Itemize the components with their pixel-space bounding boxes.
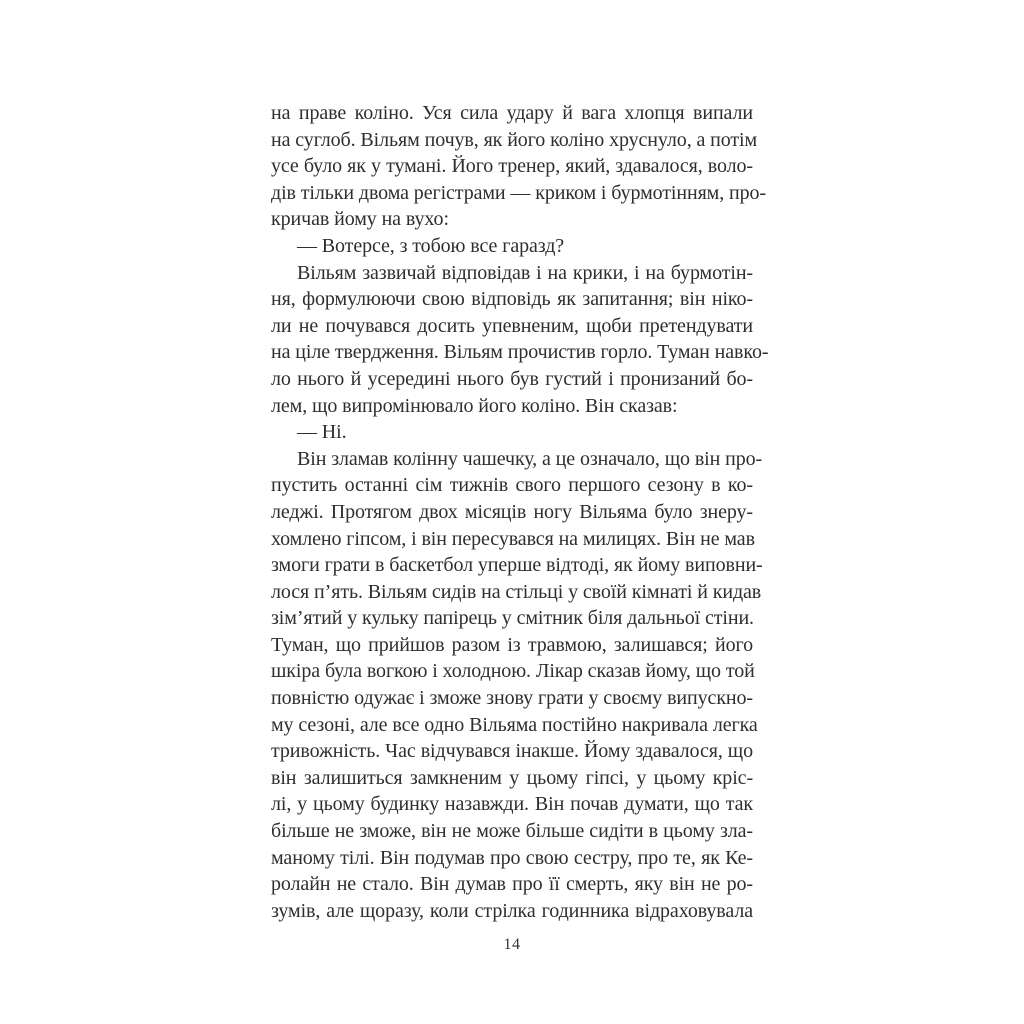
text-line: більше не зможе, він не може більше сидіти в цьому зла-: [271, 820, 753, 843]
paragraph-first-line: Він зламав колінну чашечку, а це означало, що він про-: [297, 447, 763, 470]
text-line: зумів, але щоразу, коли стрілка годинника відраховувала: [271, 899, 753, 922]
text-line: хомлено гіпсом, і він пересувався на милицях. Він не мав: [271, 527, 755, 550]
text-line: маному тілі. Він подумав про свою сестру, про те, як Ке-: [271, 846, 753, 869]
text-line: лося п’ять. Вільям сидів на стільці у своїй кімнаті й кидав: [271, 580, 762, 603]
text-line: ли не почувався досить упевненим, щоби претендувати: [271, 314, 753, 337]
text-line: ло нього й усередині нього був густий і пронизаний бо-: [271, 367, 753, 390]
text-line: на ціле твердження. Вільям прочистив горло. Туман навко-: [271, 341, 769, 364]
paragraph-first-line: — Ні.: [297, 421, 347, 444]
text-line: лі, у цьому будинку назавжди. Він почав думати, що так: [271, 793, 753, 816]
text-line: змоги грати в баскетбол уперше відтоді, як йому виповни-: [271, 554, 763, 577]
text-line: лем, що випромінювало його коліно. Він сказав:: [271, 394, 678, 417]
paragraph-first-line: — Вотерсе, з тобою все гаразд?: [297, 234, 565, 257]
body-text: [271, 100, 769, 924]
text-line: тривожність. Час відчувався інакше. Йому здавалося, що: [271, 740, 753, 763]
paragraph-first-line: Вільям зазвичай відповідав і на крики, і на бурмотін-: [297, 261, 753, 284]
text-line: він залишиться замкненим у цьому гіпсі, у цьому кріс-: [271, 766, 753, 789]
text-line: повністю одужає і зможе знову грати у своєму випускно-: [271, 687, 753, 710]
text-line: му сезоні, але все одно Вільяма постійно накривала легка: [271, 713, 758, 736]
text-line: кричав йому на вухо:: [271, 208, 449, 231]
text-line: на суглоб. Вільям почув, як його коліно хруснуло, а потім: [271, 128, 758, 151]
page-number: 14: [503, 936, 521, 953]
text-line: на праве коліно. Уся сила удару й вага хлопця випали: [271, 102, 753, 124]
text-line: усе було як у тумані. Його тренер, який, здавалося, воло-: [271, 155, 753, 178]
text-line: зім’ятий у кульку папірець у смітник біля дальньої стіни.: [271, 607, 754, 630]
text-line: пустить останні сім тижнів свого першого сезону в ко-: [271, 474, 753, 497]
text-line: ролайн не стало. Він думав про її смерть, яку він не ро-: [271, 873, 753, 896]
text-line: шкіра була вогкою і холодною. Лікар сказав йому, що той: [271, 660, 755, 683]
text-line: дів тільки двома регістрами — криком і бурмотінням, про-: [271, 181, 767, 204]
text-line: ня, формулюючи свою відповідь як запитання; він ніко-: [271, 288, 753, 311]
text-line: Туман, що прийшов разом із травмою, залишався; його: [271, 633, 753, 656]
text-line: леджі. Протягом двох місяців ногу Вільяма було знеру-: [271, 500, 753, 523]
